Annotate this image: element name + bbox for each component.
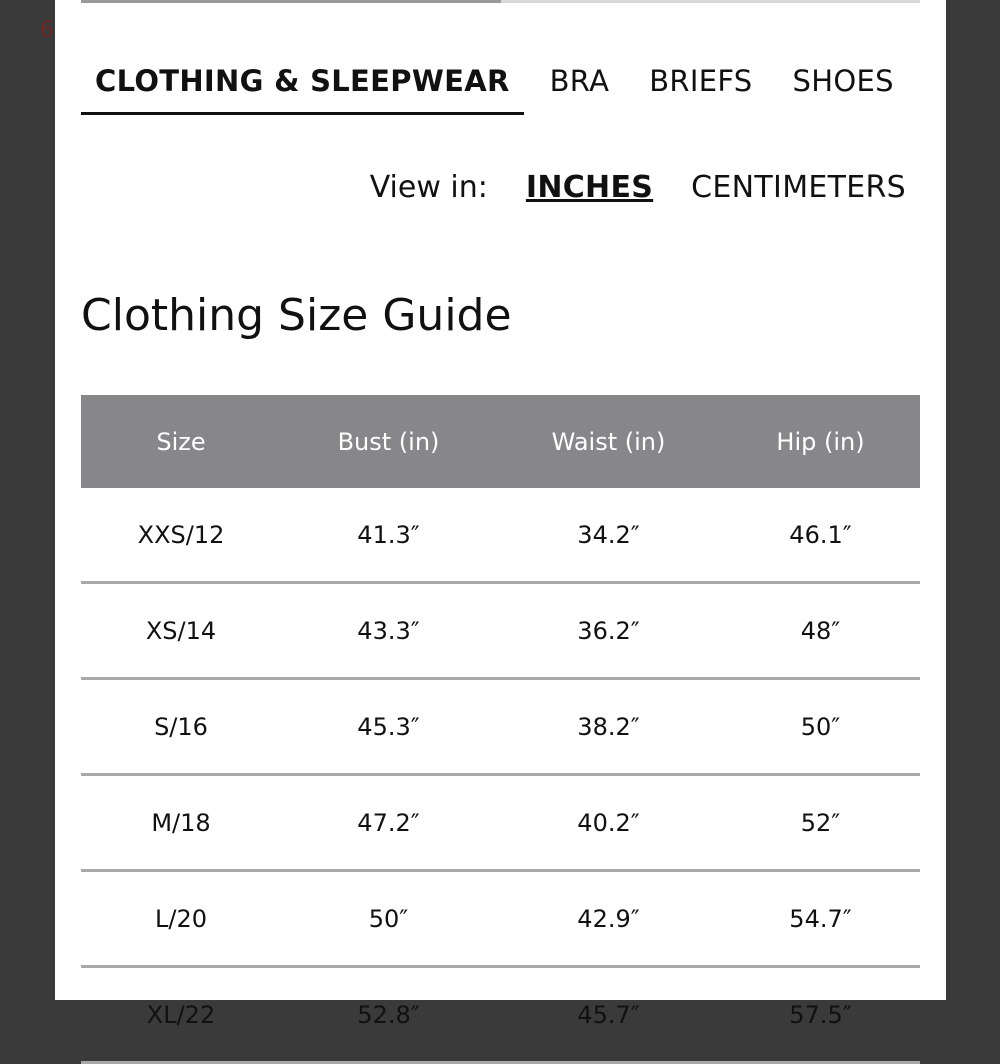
column-header-hip: Hip (in) [776,427,865,456]
cell-hip: 57.5″ [721,967,920,1063]
table-row [81,679,920,775]
cell-bust: 41.3″ [281,488,496,583]
cell-size: XS/14 [81,583,281,679]
cell-hip: 52″ [721,775,920,871]
horizontal-scrollbar[interactable] [81,0,920,3]
cell-hip: 50″ [721,679,920,775]
cell-waist: 34.2″ [496,488,721,583]
scrollbar-thumb[interactable] [81,0,501,3]
unit-switcher [370,170,906,205]
cell-hip: 46.1″ [721,488,920,583]
tab-clothing-sleepwear[interactable]: CLOTHING & SLEEPWEAR [81,56,524,115]
unit-centimeters-link[interactable]: CENTIMETERS [691,170,906,205]
cell-bust: 45.3″ [281,679,496,775]
table-row [81,488,920,583]
cell-size: S/16 [81,679,281,775]
cell-waist: 42.9″ [496,871,721,967]
column-header-waist: Waist (in) [551,427,666,456]
cell-hip: 54.7″ [721,871,920,967]
column-header-size: Size [156,427,206,456]
cell-waist: 45.7″ [496,967,721,1063]
tab-shoes[interactable]: SHOES [792,64,894,98]
page-title: Clothing Size Guide [81,290,512,341]
cell-waist: 38.2″ [496,679,721,775]
tab-bra[interactable]: BRA [549,64,610,98]
table-row [81,967,920,1063]
cell-hip: 48″ [721,583,920,679]
cell-size: L/20 [81,871,281,967]
backdrop-corner-text: 6 [40,18,54,43]
cell-bust: 47.2″ [281,775,496,871]
tab-briefs[interactable]: BRIEFS [649,64,753,98]
cell-size: XL/22 [81,967,281,1063]
unit-switcher-label: View in: [369,170,488,205]
table-header-row [81,395,920,488]
category-tabs [81,56,920,116]
unit-inches-link[interactable]: INCHES [525,170,654,205]
size-table [81,395,920,1064]
table-row [81,871,920,967]
table-row [81,775,920,871]
cell-waist: 40.2″ [496,775,721,871]
table-row [81,583,920,679]
cell-size: XXS/12 [81,488,281,583]
cell-bust: 50″ [281,871,496,967]
cell-size: M/18 [81,775,281,871]
cell-bust: 43.3″ [281,583,496,679]
cell-bust: 52.8″ [281,967,496,1063]
column-header-bust: Bust (in) [337,427,440,456]
cell-waist: 36.2″ [496,583,721,679]
size-guide-panel [55,0,946,1029]
